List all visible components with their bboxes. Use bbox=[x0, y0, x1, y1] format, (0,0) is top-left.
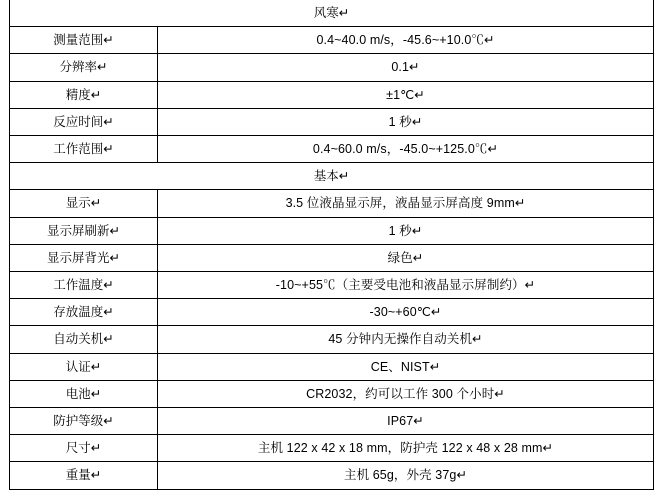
table-row bbox=[10, 299, 654, 326]
row-label: 电池↵ bbox=[10, 380, 158, 407]
table-section-row bbox=[10, 0, 654, 27]
table-row bbox=[10, 217, 654, 244]
table-section-row bbox=[10, 163, 654, 190]
row-label: 精度↵ bbox=[10, 81, 158, 108]
row-label: 反应时间↵ bbox=[10, 108, 158, 135]
row-value: ±1℃↵ bbox=[158, 81, 654, 108]
row-value: IP67↵ bbox=[158, 408, 654, 435]
row-value: 45 分钟内无操作自动关机↵ bbox=[158, 326, 654, 353]
table-row bbox=[10, 244, 654, 271]
row-value: 主机 65g，外壳 37g↵ bbox=[158, 462, 654, 489]
row-label: 测量范围↵ bbox=[10, 27, 158, 54]
row-label: 显示屏背光↵ bbox=[10, 244, 158, 271]
table-row bbox=[10, 408, 654, 435]
table-row bbox=[10, 353, 654, 380]
row-label: 防护等级↵ bbox=[10, 408, 158, 435]
row-label: 尺寸↵ bbox=[10, 435, 158, 462]
row-label: 存放温度↵ bbox=[10, 299, 158, 326]
section-title: 基本↵ bbox=[10, 163, 654, 190]
row-value: -30~+60℃↵ bbox=[158, 299, 654, 326]
row-value: 主机 122 x 42 x 18 mm，防护壳 122 x 48 x 28 mm↵ bbox=[158, 435, 654, 462]
table-row bbox=[10, 326, 654, 353]
row-label: 工作温度↵ bbox=[10, 272, 158, 299]
row-value: -10~+55℃（主要受电池和液晶显示屏制约）↵ bbox=[158, 272, 654, 299]
row-value: 0.4~60.0 m/s，-45.0~+125.0℃↵ bbox=[158, 136, 654, 163]
table-body bbox=[10, 0, 654, 489]
table-row bbox=[10, 190, 654, 217]
row-label: 显示↵ bbox=[10, 190, 158, 217]
row-value: CE、NIST↵ bbox=[158, 353, 654, 380]
row-label: 分辨率↵ bbox=[10, 54, 158, 81]
specification-table bbox=[9, 0, 654, 490]
table-row bbox=[10, 462, 654, 489]
row-value: 3.5 位液晶显示屏，液晶显示屏高度 9mm↵ bbox=[158, 190, 654, 217]
row-value: 1 秒↵ bbox=[158, 108, 654, 135]
table-row bbox=[10, 380, 654, 407]
table-row bbox=[10, 272, 654, 299]
row-label: 工作范围↵ bbox=[10, 136, 158, 163]
table-row bbox=[10, 136, 654, 163]
row-value: 绿色↵ bbox=[158, 244, 654, 271]
table-row bbox=[10, 81, 654, 108]
table-row bbox=[10, 54, 654, 81]
section-title: 风寒↵ bbox=[10, 0, 654, 27]
table-row bbox=[10, 27, 654, 54]
row-value: 0.4~40.0 m/s，-45.6~+10.0℃↵ bbox=[158, 27, 654, 54]
row-label: 自动关机↵ bbox=[10, 326, 158, 353]
row-value: 0.1↵ bbox=[158, 54, 654, 81]
row-label: 显示屏刷新↵ bbox=[10, 217, 158, 244]
row-value: 1 秒↵ bbox=[158, 217, 654, 244]
row-label: 重量↵ bbox=[10, 462, 158, 489]
table-row bbox=[10, 435, 654, 462]
row-label: 认证↵ bbox=[10, 353, 158, 380]
table-row bbox=[10, 108, 654, 135]
row-value: CR2032，约可以工作 300 个小时↵ bbox=[158, 380, 654, 407]
